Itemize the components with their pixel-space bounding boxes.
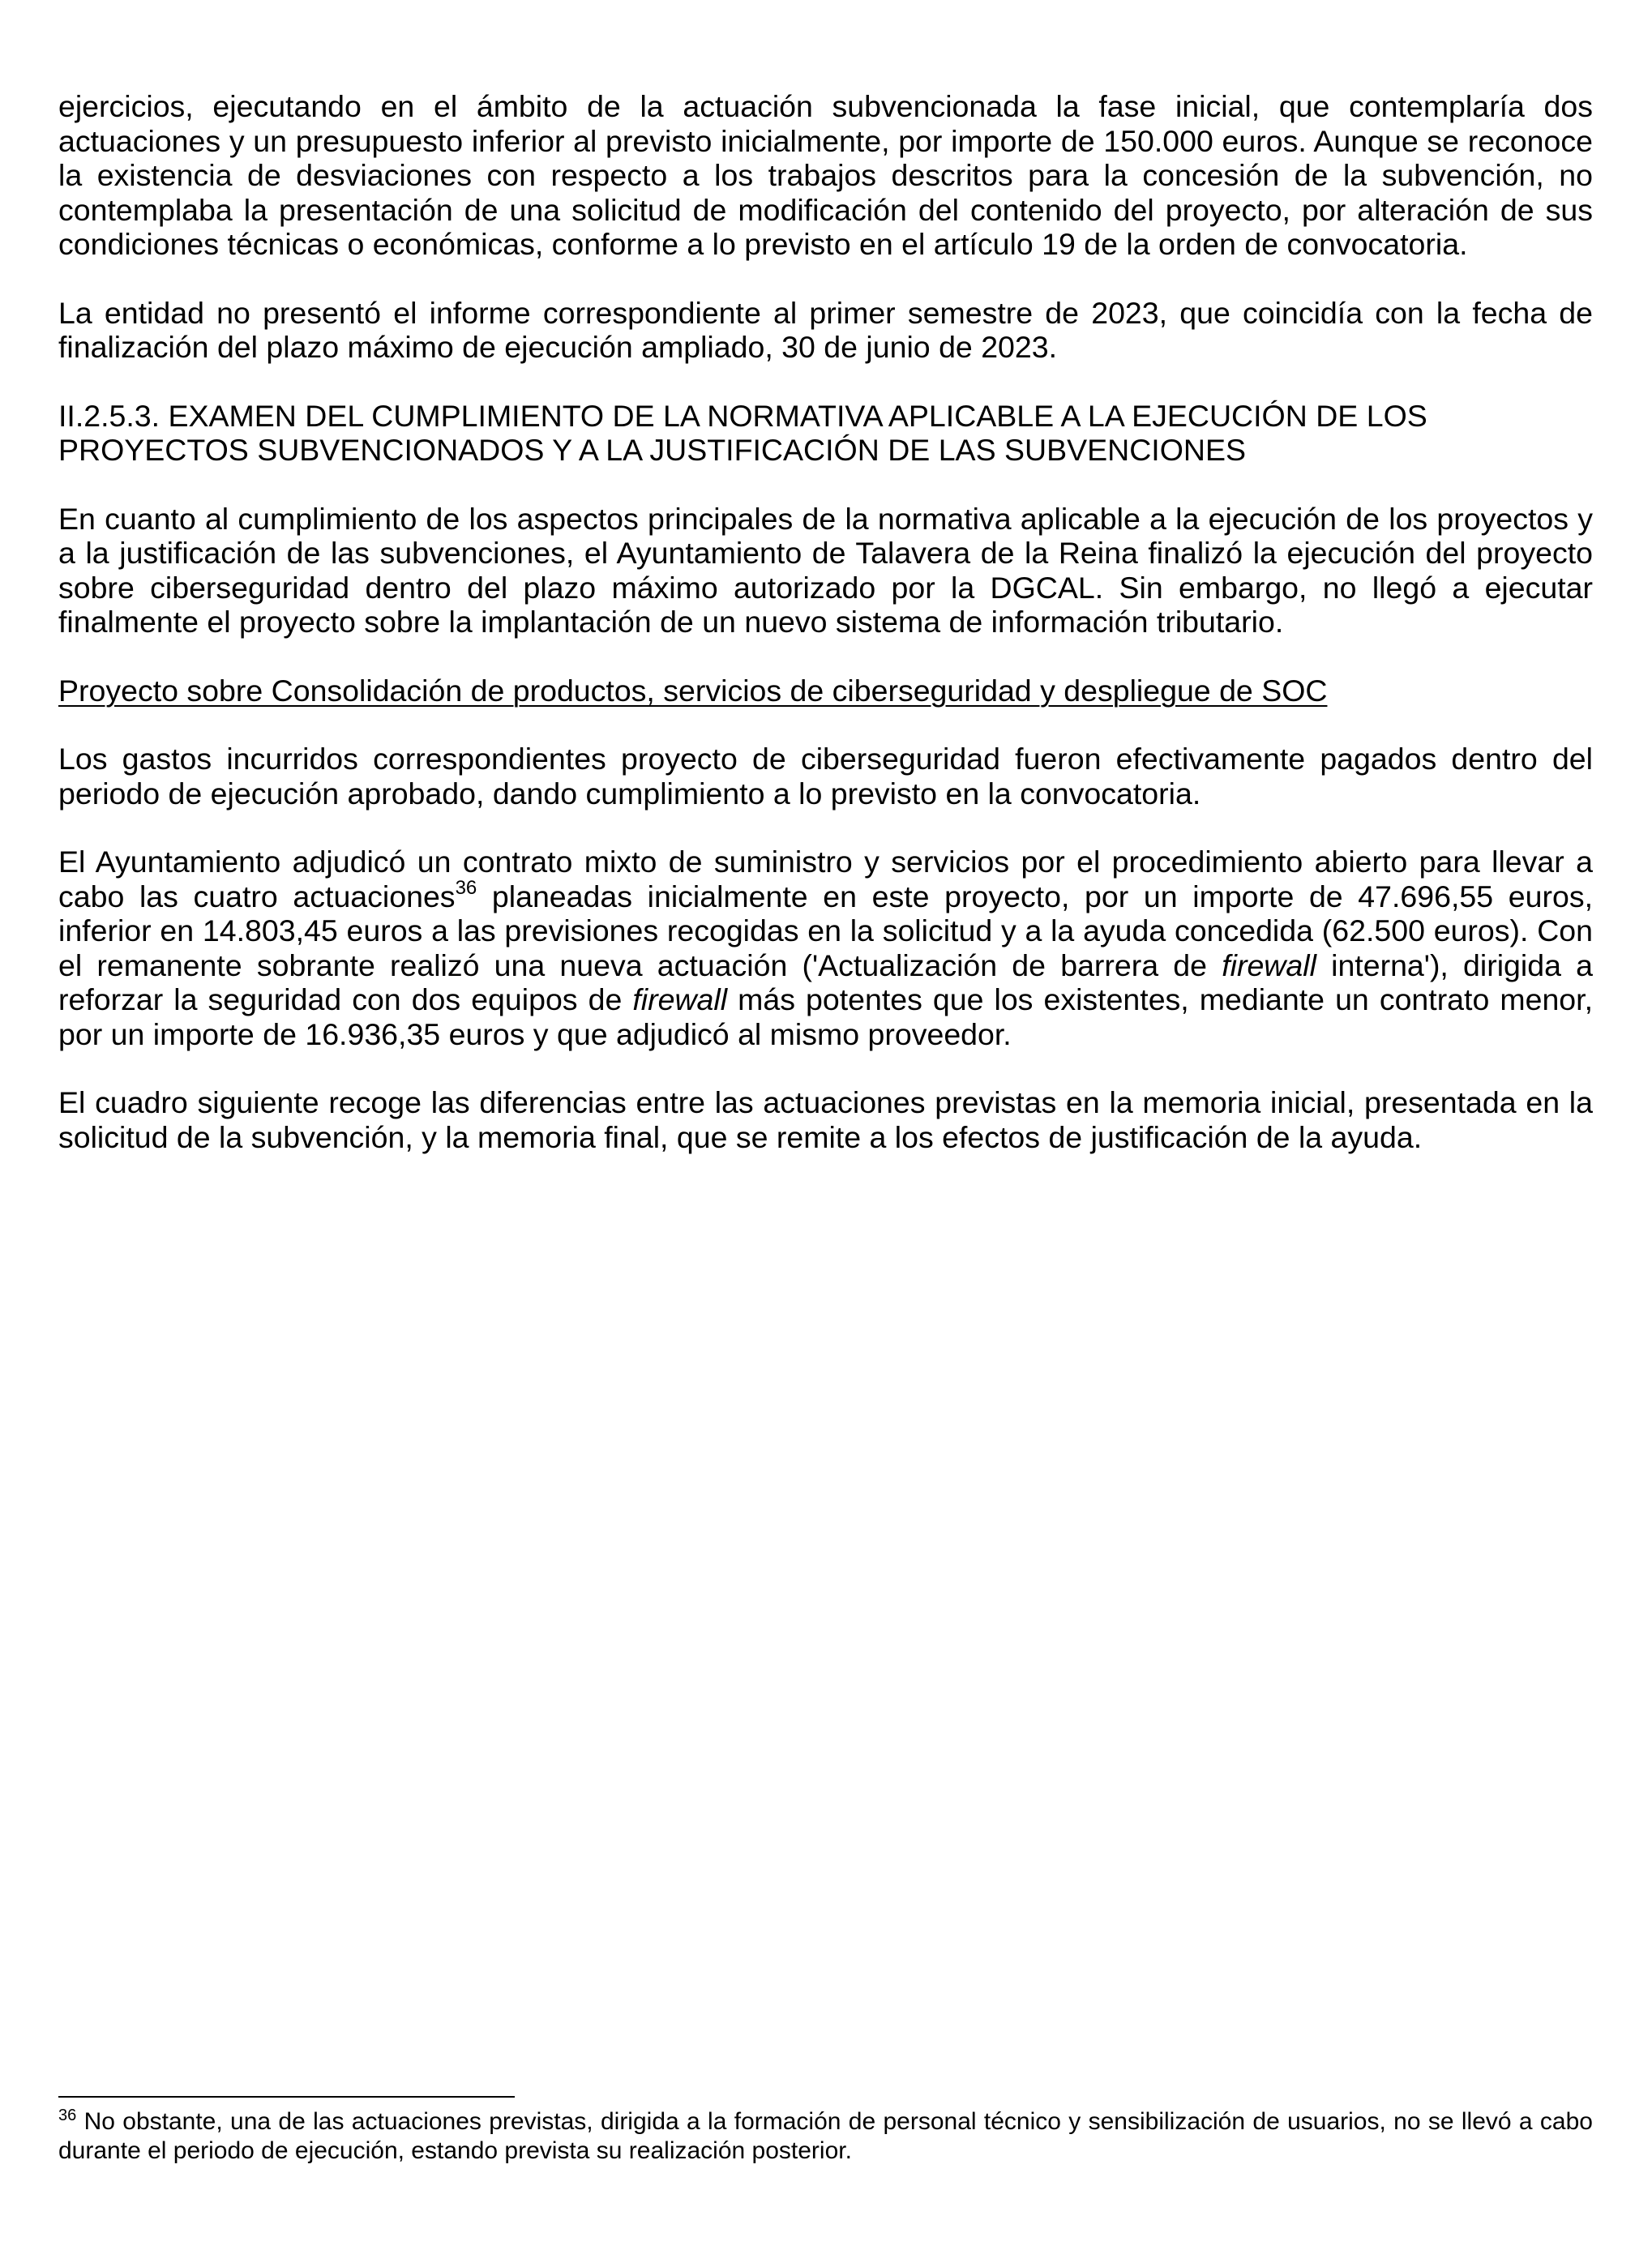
paragraph-cuadro: El cuadro siguiente recoge las diferencias entre las actuaciones previstas en la memoria inicial, presentada en la solicitud de la subvención, y la memoria final, que se remite a los efectos de justificación de la ayuda. [58,1085,1593,1154]
paragraph-gastos: Los gastos incurridos correspondientes proyecto de ciberseguridad fueron efectivamente pagados dentro del periodo de ejecución aprobado, dando cumplimiento a lo previsto en la convocatoria. [58,742,1593,811]
text-span: interna'), dirigida a reforzar la seguridad con dos equipos de [58,947,1593,1016]
document-page [58,89,1593,1188]
text-span: El Ayuntamiento adjudicó un contrato mixto de suministro y servicios por el procedimiento abierto para llevar a cabo las cuatro actuaciones [58,845,1593,913]
subsection-heading-ciberseguridad: Proyecto sobre Consolidación de productos, servicios de ciberseguridad y despliegue de SOC [58,673,1328,708]
footnote-reference[interactable]: 36 [455,877,477,899]
italic-term: firewall [1222,947,1316,982]
paragraph-cumplimiento: En cuanto al cumplimiento de los aspectos principales de la normativa aplicable a la ejecución de los proyectos y a la justificación de las subvenciones, el Ayuntamiento de Talavera de la Reina finalizó la ejecución del proyecto sobre ciberseguridad dentro del plazo máximo autorizado por la DGCAL. Sin embargo, no llegó a ejecutar finalmente el proyecto sobre la implantación de un nuevo sistema de información tributario. [58,501,1593,639]
text-span: más potentes que los existentes, mediante un contrato menor, por un importe de 16.936,35 euros y que adjudicó al mismo proveedor. [58,982,1593,1051]
footnote-separator [58,2096,515,2098]
paragraph-informe-semestre: La entidad no presentó el informe correspondiente al primer semestre de 2023, que coincidía con la fecha de finalización del plazo máximo de ejecución ampliado, 30 de junio de 2023. [58,295,1593,364]
paragraph-ejercicios: ejercicios, ejecutando en el ámbito de la actuación subvencionada la fase inicial, que contemplaría dos actuaciones y un presupuesto inferior al previsto inicialmente, por importe de 150.000 euros. Aunque se reconoce la existencia de desviaciones con respecto a los trabajos descritos para la concesión de la subvención, no contemplaba la presentación de una solicitud de modificación del contenido del proyecto, por alteración de sus condiciones técnicas o económicas, conforme a lo previsto en el artículo 19 de la orden de convocatoria. [58,89,1593,261]
text-span: planeadas inicialmente en este proyecto, por un importe de 47.696,55 euros, inferior en 14.803,45 euros a las previsiones recogidas en la solicitud y a la ayuda concedida (62.500 euros). Con el remanente sobrante realizó una nueva actuación ('Actualización de barrera de [58,879,1594,982]
footnote-number: 36 [58,2107,77,2124]
italic-term: firewall [632,982,728,1016]
footnote [58,2107,1593,2166]
paragraph-contrato [58,845,1593,1051]
footnote-text: No obstante, una de las actuaciones previstas, dirigida a la formación de personal técnico y sensibilización de usuarios, no se llevó a cabo durante el periodo de ejecución, estando prevista su realización posterior. [58,2108,1593,2164]
section-heading: II.2.5.3. EXAMEN DEL CUMPLIMIENTO DE LA NORMATIVA APLICABLE A LA EJECUCIÓN DE LOS PROYECTOS SUBVENCIONADOS Y A LA JUSTIFICACIÓN DE LAS SUBVENCIONES [58,398,1427,467]
